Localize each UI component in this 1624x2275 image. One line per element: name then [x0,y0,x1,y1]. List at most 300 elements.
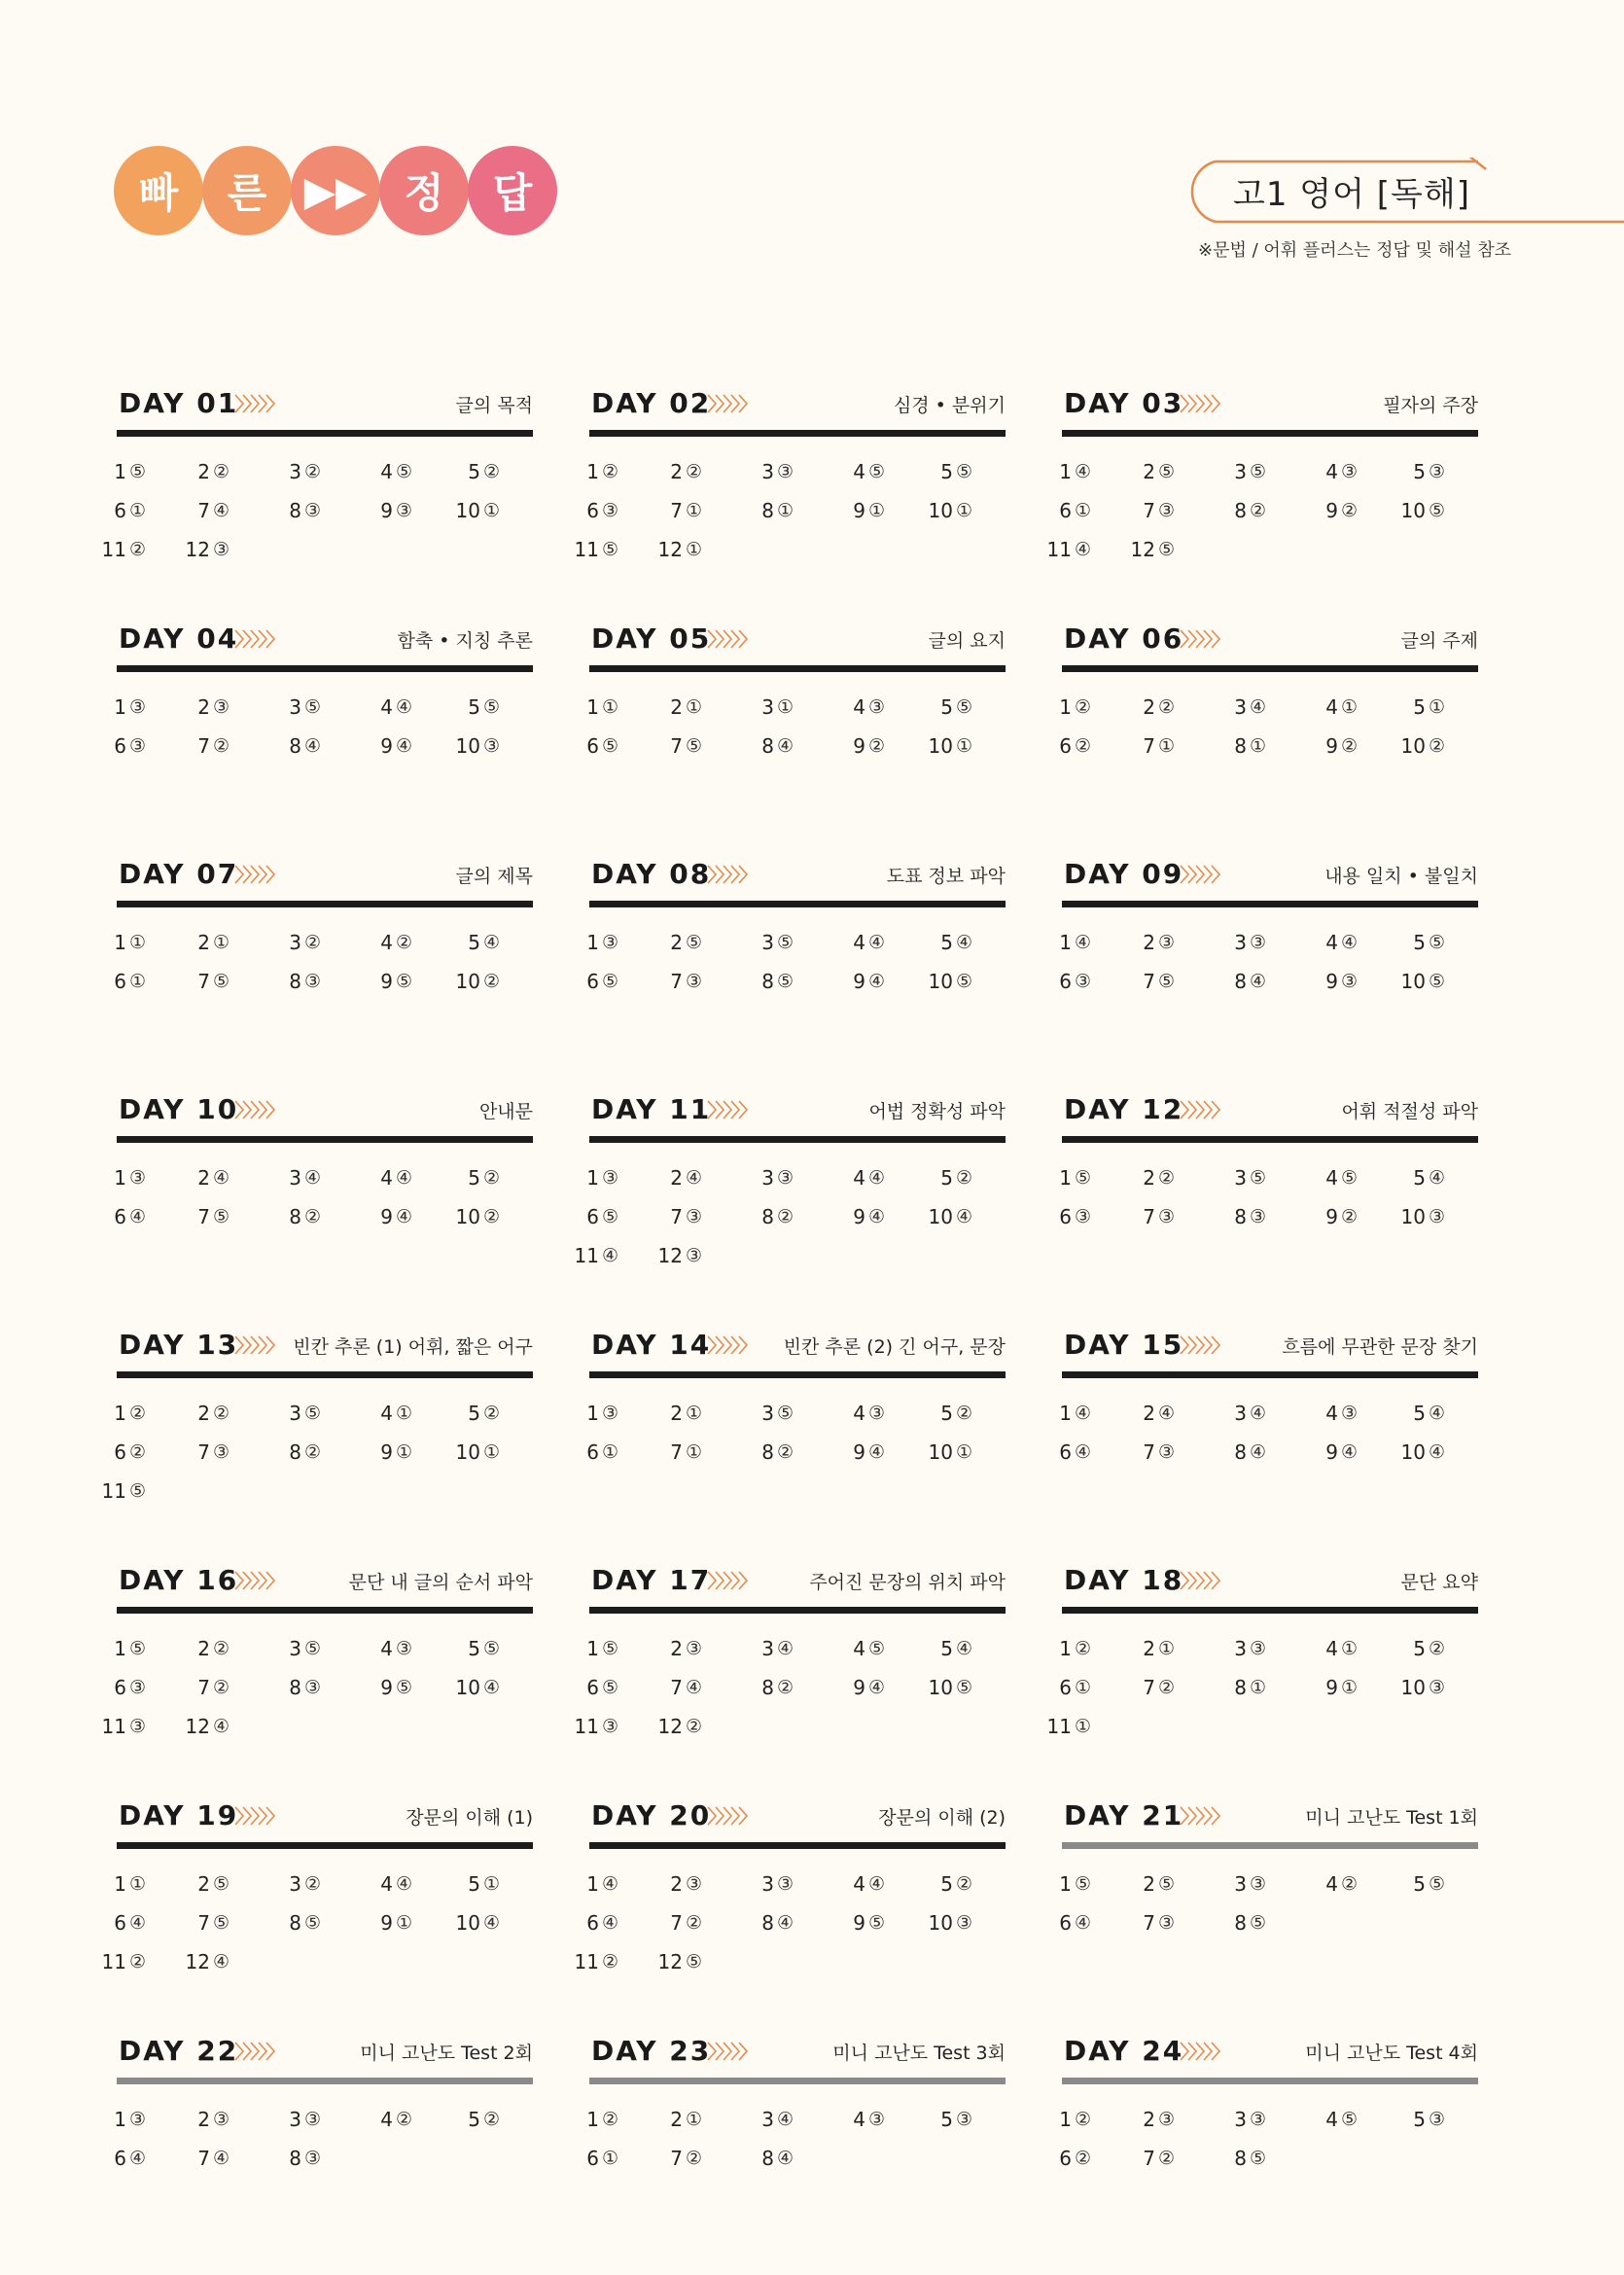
question-number: 2 [197,1166,210,1190]
question-number: 5 [468,2108,480,2131]
answer-item [422,1865,500,1903]
answer-choice: ③ [303,2148,321,2169]
question-number: 9 [380,499,393,522]
answer-choice: ④ [395,1167,412,1189]
question-number: 5 [940,1166,953,1190]
question-number: 5 [1413,695,1426,719]
answer-choice: ⑤ [303,1638,321,1659]
answer-item [624,1903,702,1942]
day-topic: 흐름에 무관한 문장 찾기 [1282,1336,1478,1358]
answer-item [541,923,618,962]
question-number: 10 [455,734,480,758]
question-number: 3 [289,1166,301,1190]
answer-item [422,2100,500,2139]
answer-choice: ⑤ [1249,1912,1266,1934]
question-number: 2 [1143,931,1155,954]
answer-item [541,1236,618,1275]
answer-choice: ⑤ [212,1873,229,1895]
answer-choice: ③ [1428,1206,1445,1227]
day-header [1062,1556,1478,1603]
day-header [117,1792,533,1838]
answer-item [152,688,229,727]
question-number: 7 [197,1676,210,1699]
answer-item [807,727,885,765]
question-number: 4 [1325,695,1338,719]
answer-choice: ③ [212,2109,229,2130]
answer-choice: ⑤ [1157,971,1175,992]
answer-choice: ④ [955,1206,972,1227]
answer-choice: ③ [482,735,500,757]
answer-item [1188,1629,1266,1668]
answer-choice: ⑤ [1340,2109,1358,2130]
answer-item [243,2100,321,2139]
answer-item [895,1903,972,1942]
answer-item [243,1629,321,1668]
answer-choice: ① [955,1441,972,1463]
answer-item [716,1629,794,1668]
question-number: 4 [853,1637,865,1660]
answer-choice: ① [685,696,702,718]
answer-choice: ④ [1428,1441,1445,1463]
day-header [589,615,1006,661]
day-header [589,1085,1006,1132]
question-number: 5 [1413,1637,1426,1660]
question-number: 11 [574,1950,599,1973]
question-number: 7 [197,499,210,522]
answer-item [68,1707,146,1746]
answer-choice: ① [1157,1638,1175,1659]
question-number: 11 [574,1715,599,1738]
answer-choice: ③ [212,539,229,560]
answer-item [68,1903,146,1942]
question-number: 6 [1059,1911,1072,1935]
question-number: 9 [1325,1440,1338,1464]
answer-choice: ③ [303,500,321,521]
question-number: 6 [114,970,126,993]
answer-choice: ④ [395,735,412,757]
answer-choice: ② [482,1206,500,1227]
answer-choice: ① [955,735,972,757]
question-number: 5 [940,1402,953,1425]
answer-choice: ④ [212,1951,229,1973]
answer-item [624,1865,702,1903]
answer-choice: ⑤ [685,1951,702,1973]
answer-item [68,1865,146,1903]
answer-choice: ⑤ [1428,932,1445,953]
answer-choice: ② [482,1167,500,1189]
question-number: 9 [853,1440,865,1464]
answer-item [895,2100,972,2139]
question-number: 11 [1046,1715,1072,1738]
answer-item [68,2139,146,2178]
answer-choice: ③ [128,1677,146,1698]
question-number: 4 [853,1872,865,1896]
chevrons-icon [1179,1805,1225,1827]
subject-title: 고1 영어 [독해] [1233,175,1470,214]
question-number: 8 [289,1676,301,1699]
day-label: DAY 02 [591,387,712,419]
day-block [586,2027,1006,2222]
answer-choice: ② [955,1403,972,1424]
answer-choice: ⑤ [955,1677,972,1698]
question-number: 1 [1059,1166,1072,1190]
day-topic: 심경 • 분위기 [893,395,1006,416]
answer-item [152,1197,229,1236]
question-number: 7 [1143,734,1155,758]
day-label: DAY 17 [591,1564,712,1596]
question-number: 3 [1234,1872,1247,1896]
day-block [1059,2027,1478,2222]
question-number: 1 [586,1637,599,1660]
chevrons-icon [706,1334,753,1356]
answer-choice: ② [1074,2148,1091,2169]
answer-choice: ④ [482,932,500,953]
answer-choice: ③ [303,1677,321,1698]
question-number: 6 [1059,499,1072,522]
day-topic: 글의 제목 [455,866,533,887]
answer-choice: ③ [685,1245,702,1266]
answer-item [68,530,146,569]
question-number: 7 [197,734,210,758]
answer-choice: ④ [776,735,794,757]
answer-item [68,923,146,962]
day-block [101,1556,533,1751]
answer-choice: ② [1074,2109,1091,2130]
answer-item [1367,1629,1445,1668]
question-number: 2 [1143,460,1155,483]
answer-item [335,2100,412,2139]
chevrons-icon [1179,1334,1225,1356]
question-number: 3 [1234,931,1247,954]
answer-choice: ① [601,696,618,718]
question-number: 2 [197,931,210,954]
answer-choice: ③ [303,2109,321,2130]
question-number: 1 [114,695,126,719]
day-rule [589,1136,1006,1143]
answer-choice: ① [482,500,500,521]
answer-choice: ③ [601,1167,618,1189]
answer-choice: ① [685,539,702,560]
question-number: 9 [853,1205,865,1228]
day-rule [1062,665,1478,672]
day-topic: 빈칸 추론 (1) 어휘, 짧은 어구 [293,1336,533,1358]
answer-choice: ④ [685,1677,702,1698]
logo-char: 정 [379,146,469,235]
question-number: 7 [670,2147,683,2170]
question-number: 1 [586,2108,599,2131]
answer-item [716,2139,794,2178]
answer-item [335,452,412,491]
answer-item [716,1433,794,1472]
answer-item [1097,452,1175,491]
question-number: 12 [1130,538,1155,561]
day-label: DAY 12 [1064,1093,1184,1125]
answer-item [1188,2139,1266,2178]
answer-choice: ② [776,1677,794,1698]
answer-item [243,962,321,1001]
day-block [114,1085,533,1280]
answer-choice: ④ [1249,696,1266,718]
chevrons-icon [706,1099,753,1120]
answer-choice: ④ [867,1677,885,1698]
question-number: 6 [586,1676,599,1699]
question-number: 10 [455,499,480,522]
answer-choice: ③ [128,696,146,718]
answer-item [807,962,885,1001]
day-rule [1062,1607,1478,1614]
answer-item [1097,491,1175,530]
answer-item [624,1668,702,1707]
question-number: 9 [1325,1205,1338,1228]
day-label: DAY 21 [1064,1799,1184,1831]
day-topic: 내용 일치 • 불일치 [1324,866,1478,887]
day-topic: 도표 정보 파악 [886,866,1006,887]
question-number: 7 [197,970,210,993]
answer-item [1367,452,1445,491]
answer-choice: ④ [1074,461,1091,482]
question-number: 8 [1234,1676,1247,1699]
answer-item [1013,1158,1091,1197]
answer-choice: ② [1428,1638,1445,1659]
question-number: 10 [455,970,480,993]
answer-choice: ③ [1249,2109,1266,2130]
day-header [1062,1792,1478,1838]
answer-item [152,727,229,765]
question-number: 3 [761,1872,774,1896]
day-block [1046,379,1478,574]
question-number: 6 [114,1205,126,1228]
question-number: 3 [1234,1637,1247,1660]
answer-item [716,1903,794,1942]
question-number: 9 [853,499,865,522]
question-number: 4 [380,931,393,954]
answer-choice: ① [1340,1638,1358,1659]
answer-item [1280,688,1358,727]
day-block [101,379,533,574]
answer-item [716,491,794,530]
answer-choice: ③ [212,696,229,718]
chevrons-icon [1179,864,1225,885]
question-number: 11 [574,1244,599,1267]
answer-item [422,1433,500,1472]
answer-item [243,1394,321,1433]
answer-choice: ④ [1249,1403,1266,1424]
day-rule [117,1371,533,1378]
question-number: 9 [380,1676,393,1699]
answer-choice: ① [1157,735,1175,757]
answer-choice: ③ [685,1638,702,1659]
answer-choice: ④ [482,1677,500,1698]
day-header [1062,615,1478,661]
answer-item [422,1394,500,1433]
question-number: 4 [380,1872,393,1896]
answer-item [1280,452,1358,491]
day-block [586,1321,1006,1515]
day-rule [117,430,533,437]
question-number: 12 [185,538,210,561]
answer-item [152,1668,229,1707]
answer-choice: ② [1157,2148,1175,2169]
answer-item [541,1707,618,1746]
answer-choice: ③ [303,971,321,992]
answer-choice: ③ [1157,1912,1175,1934]
answer-item [335,1903,412,1942]
question-number: 8 [1234,2147,1247,2170]
answer-choice: ④ [395,696,412,718]
day-block [1059,1321,1478,1515]
answer-item [68,1158,146,1197]
chevrons-icon [1179,2041,1225,2062]
answer-choice: ② [128,1441,146,1463]
answer-item [335,1433,412,1472]
answer-item [1280,491,1358,530]
answer-choice: ③ [955,1912,972,1934]
answer-choice: ⑤ [601,971,618,992]
chevrons-icon [233,1334,280,1356]
answer-item [422,491,500,530]
question-number: 6 [1059,1440,1072,1464]
question-number: 2 [670,1637,683,1660]
answer-choice: ③ [776,1167,794,1189]
answer-item [895,1433,972,1472]
answer-choice: ⑤ [303,1403,321,1424]
answer-choice: ① [1074,1677,1091,1698]
answer-item [807,923,885,962]
answer-choice: ④ [867,971,885,992]
answer-choice: ④ [867,1441,885,1463]
answer-choice: ① [685,1403,702,1424]
question-number: 7 [1143,499,1155,522]
answer-item [68,1197,146,1236]
question-number: 4 [1325,1402,1338,1425]
question-number: 7 [670,1440,683,1464]
day-block [1059,1085,1478,1280]
answer-item [1013,1629,1091,1668]
answer-item [624,530,702,569]
answer-choice: ③ [601,1716,618,1737]
answer-choice: ⑤ [1428,1873,1445,1895]
answer-item [1367,1433,1445,1472]
answer-choice: ④ [867,1206,885,1227]
question-number: 8 [761,499,774,522]
answer-item [1188,452,1266,491]
question-number: 9 [380,1440,393,1464]
answer-item [1188,1865,1266,1903]
question-number: 2 [670,460,683,483]
answer-item [243,491,321,530]
answer-item [422,1668,500,1707]
day-header [1062,2027,1478,2074]
day-rule [589,1842,1006,1849]
subject-note: ※문법 / 어휘 플러스는 정답 및 해설 참조 [1198,240,1512,261]
answer-item [152,1707,229,1746]
question-number: 4 [380,1637,393,1660]
answer-item [152,491,229,530]
answer-item [243,727,321,765]
question-number: 7 [670,499,683,522]
answer-choice: ② [1340,1873,1358,1895]
answer-item [1097,1433,1175,1472]
question-number: 9 [380,734,393,758]
question-number: 2 [670,1166,683,1190]
answer-choice: ④ [955,1638,972,1659]
answer-choice: ② [212,461,229,482]
answer-item [624,962,702,1001]
answer-choice: ① [867,500,885,521]
question-number: 1 [586,1402,599,1425]
day-rule [117,665,533,672]
question-number: 11 [101,1715,126,1738]
answer-choice: ④ [395,1873,412,1895]
question-number: 2 [1143,2108,1155,2131]
day-label: DAY 14 [591,1329,712,1361]
day-rule [117,1607,533,1614]
question-number: 3 [289,1872,301,1896]
answer-choice: ⑤ [395,461,412,482]
answer-choice: ⑤ [1074,1167,1091,1189]
chevrons-icon [233,393,280,414]
answer-choice: ⑤ [395,1677,412,1698]
question-number: 1 [586,931,599,954]
answer-item [422,923,500,962]
question-number: 8 [761,970,774,993]
question-number: 6 [586,1205,599,1228]
answer-item [335,688,412,727]
answer-choice: ⑤ [482,696,500,718]
answer-item [1188,1158,1266,1197]
day-topic: 어법 정확성 파악 [868,1101,1006,1122]
chevrons-icon [1179,1099,1225,1120]
answer-item [807,1865,885,1903]
answer-choice: ③ [1249,1873,1266,1895]
answer-item [895,688,972,727]
question-number: 6 [114,499,126,522]
answer-item [1188,1433,1266,1472]
answer-item [1013,2100,1091,2139]
day-rule [589,2078,1006,2084]
answer-choice: ③ [1340,1403,1358,1424]
answer-choice: ③ [867,696,885,718]
answer-item [895,1158,972,1197]
answer-item [335,1865,412,1903]
answer-choice: ⑤ [1074,1873,1091,1895]
answer-item [335,1197,412,1236]
question-number: 5 [1413,1402,1426,1425]
answer-choice: ⑤ [1428,971,1445,992]
answer-choice: ① [601,2148,618,2169]
answer-choice: ⑤ [128,1638,146,1659]
answer-choice: ④ [212,1167,229,1189]
answer-item [541,1903,618,1942]
answer-choice: ③ [601,500,618,521]
answer-choice: ④ [1074,1403,1091,1424]
question-number: 10 [928,1911,953,1935]
answer-item [541,2139,618,2178]
question-number: 6 [1059,2147,1072,2170]
answer-choice: ① [685,500,702,521]
question-number: 9 [853,1911,865,1935]
answer-item [716,727,794,765]
answer-item [895,452,972,491]
question-number: 1 [1059,1402,1072,1425]
answer-item [422,1158,500,1197]
question-number: 7 [670,1205,683,1228]
question-number: 5 [1413,1872,1426,1896]
answer-item [541,1865,618,1903]
chevrons-icon [706,1570,753,1591]
day-block [1059,1792,1478,1986]
answer-item [1188,688,1266,727]
